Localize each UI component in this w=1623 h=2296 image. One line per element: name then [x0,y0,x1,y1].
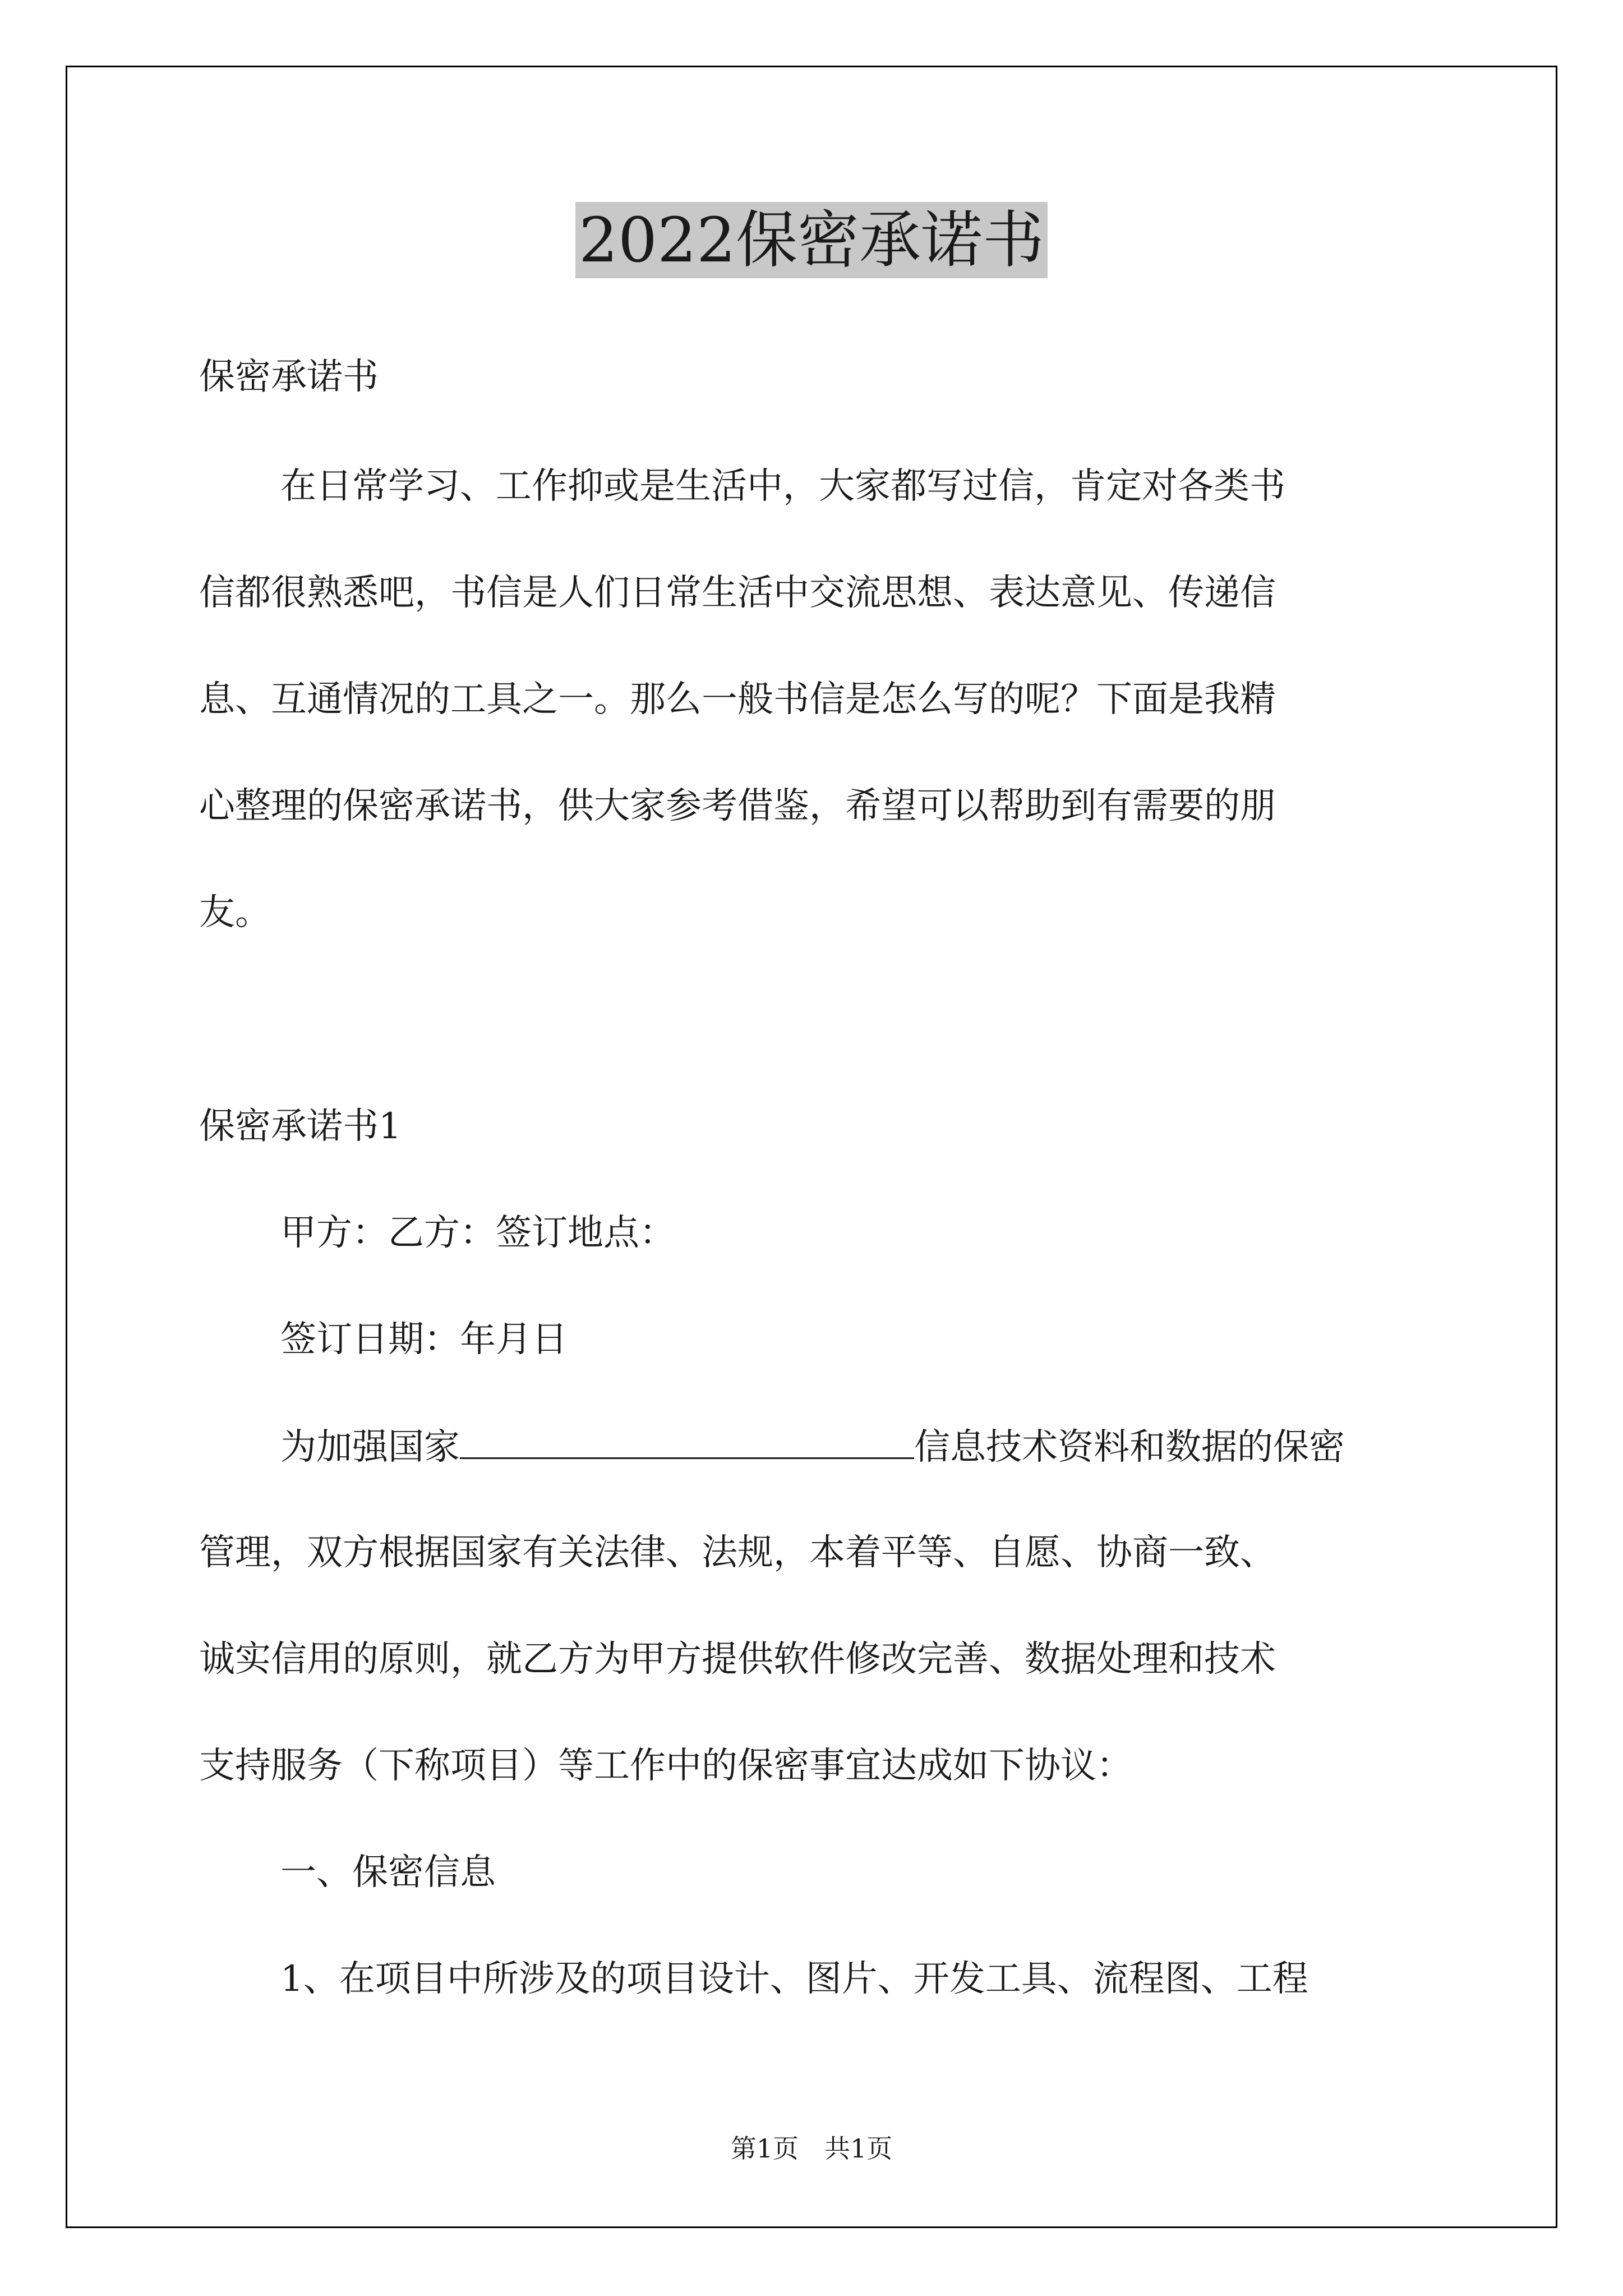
paragraph-line: 支持服务（下称项目）等工作中的保密事宜达成如下协议： [199,1745,1132,1787]
section-heading: 保密承诺书 [199,356,379,398]
paragraph-line: 友。 [199,892,271,933]
paragraph-line: 签订日期：年月日 [280,1319,568,1360]
paragraph-line: 在日常学习、工作抑或是生活中，大家都写过信，肯定对各类书 [280,466,1285,507]
blank-prefix: 为加强国家 [280,1427,460,1468]
section-heading: 保密承诺书1 [199,1106,402,1147]
blank-suffix: 信息技术资料和数据的保密 [914,1427,1345,1468]
paragraph-line: 信都很熟悉吧，书信是人们日常生活中交流思想、表达意见、传递信 [199,572,1276,614]
page-footer: 第1页 共1页 [730,2133,893,2164]
paragraph-line: 诚实信用的原则，就乙方为甲方提供软件修改完善、数据处理和技术 [199,1639,1276,1680]
fill-in-blank [460,1424,914,1459]
paragraph-line-with-blank [280,1424,1436,1470]
paragraph-line: 1、在项目中所涉及的项目设计、图片、开发工具、流程图、工程 [280,1958,1308,2000]
paragraph-line: 甲方：乙方：签订地点： [280,1212,675,1254]
paragraph-line: 一、保密信息 [280,1852,496,1893]
document-title: 2022保密承诺书 [575,202,1048,278]
paragraph-line: 心整理的保密承诺书，供大家参考借鉴，希望可以帮助到有需要的朋 [199,785,1276,827]
title-container [0,202,1623,278]
paragraph-line: 管理，双方根据国家有关法律、法规，本着平等、自愿、协商一致、 [199,1532,1276,1573]
paragraph-line: 息、互通情况的工具之一。那么一般书信是怎么写的呢？下面是我精 [199,679,1276,720]
